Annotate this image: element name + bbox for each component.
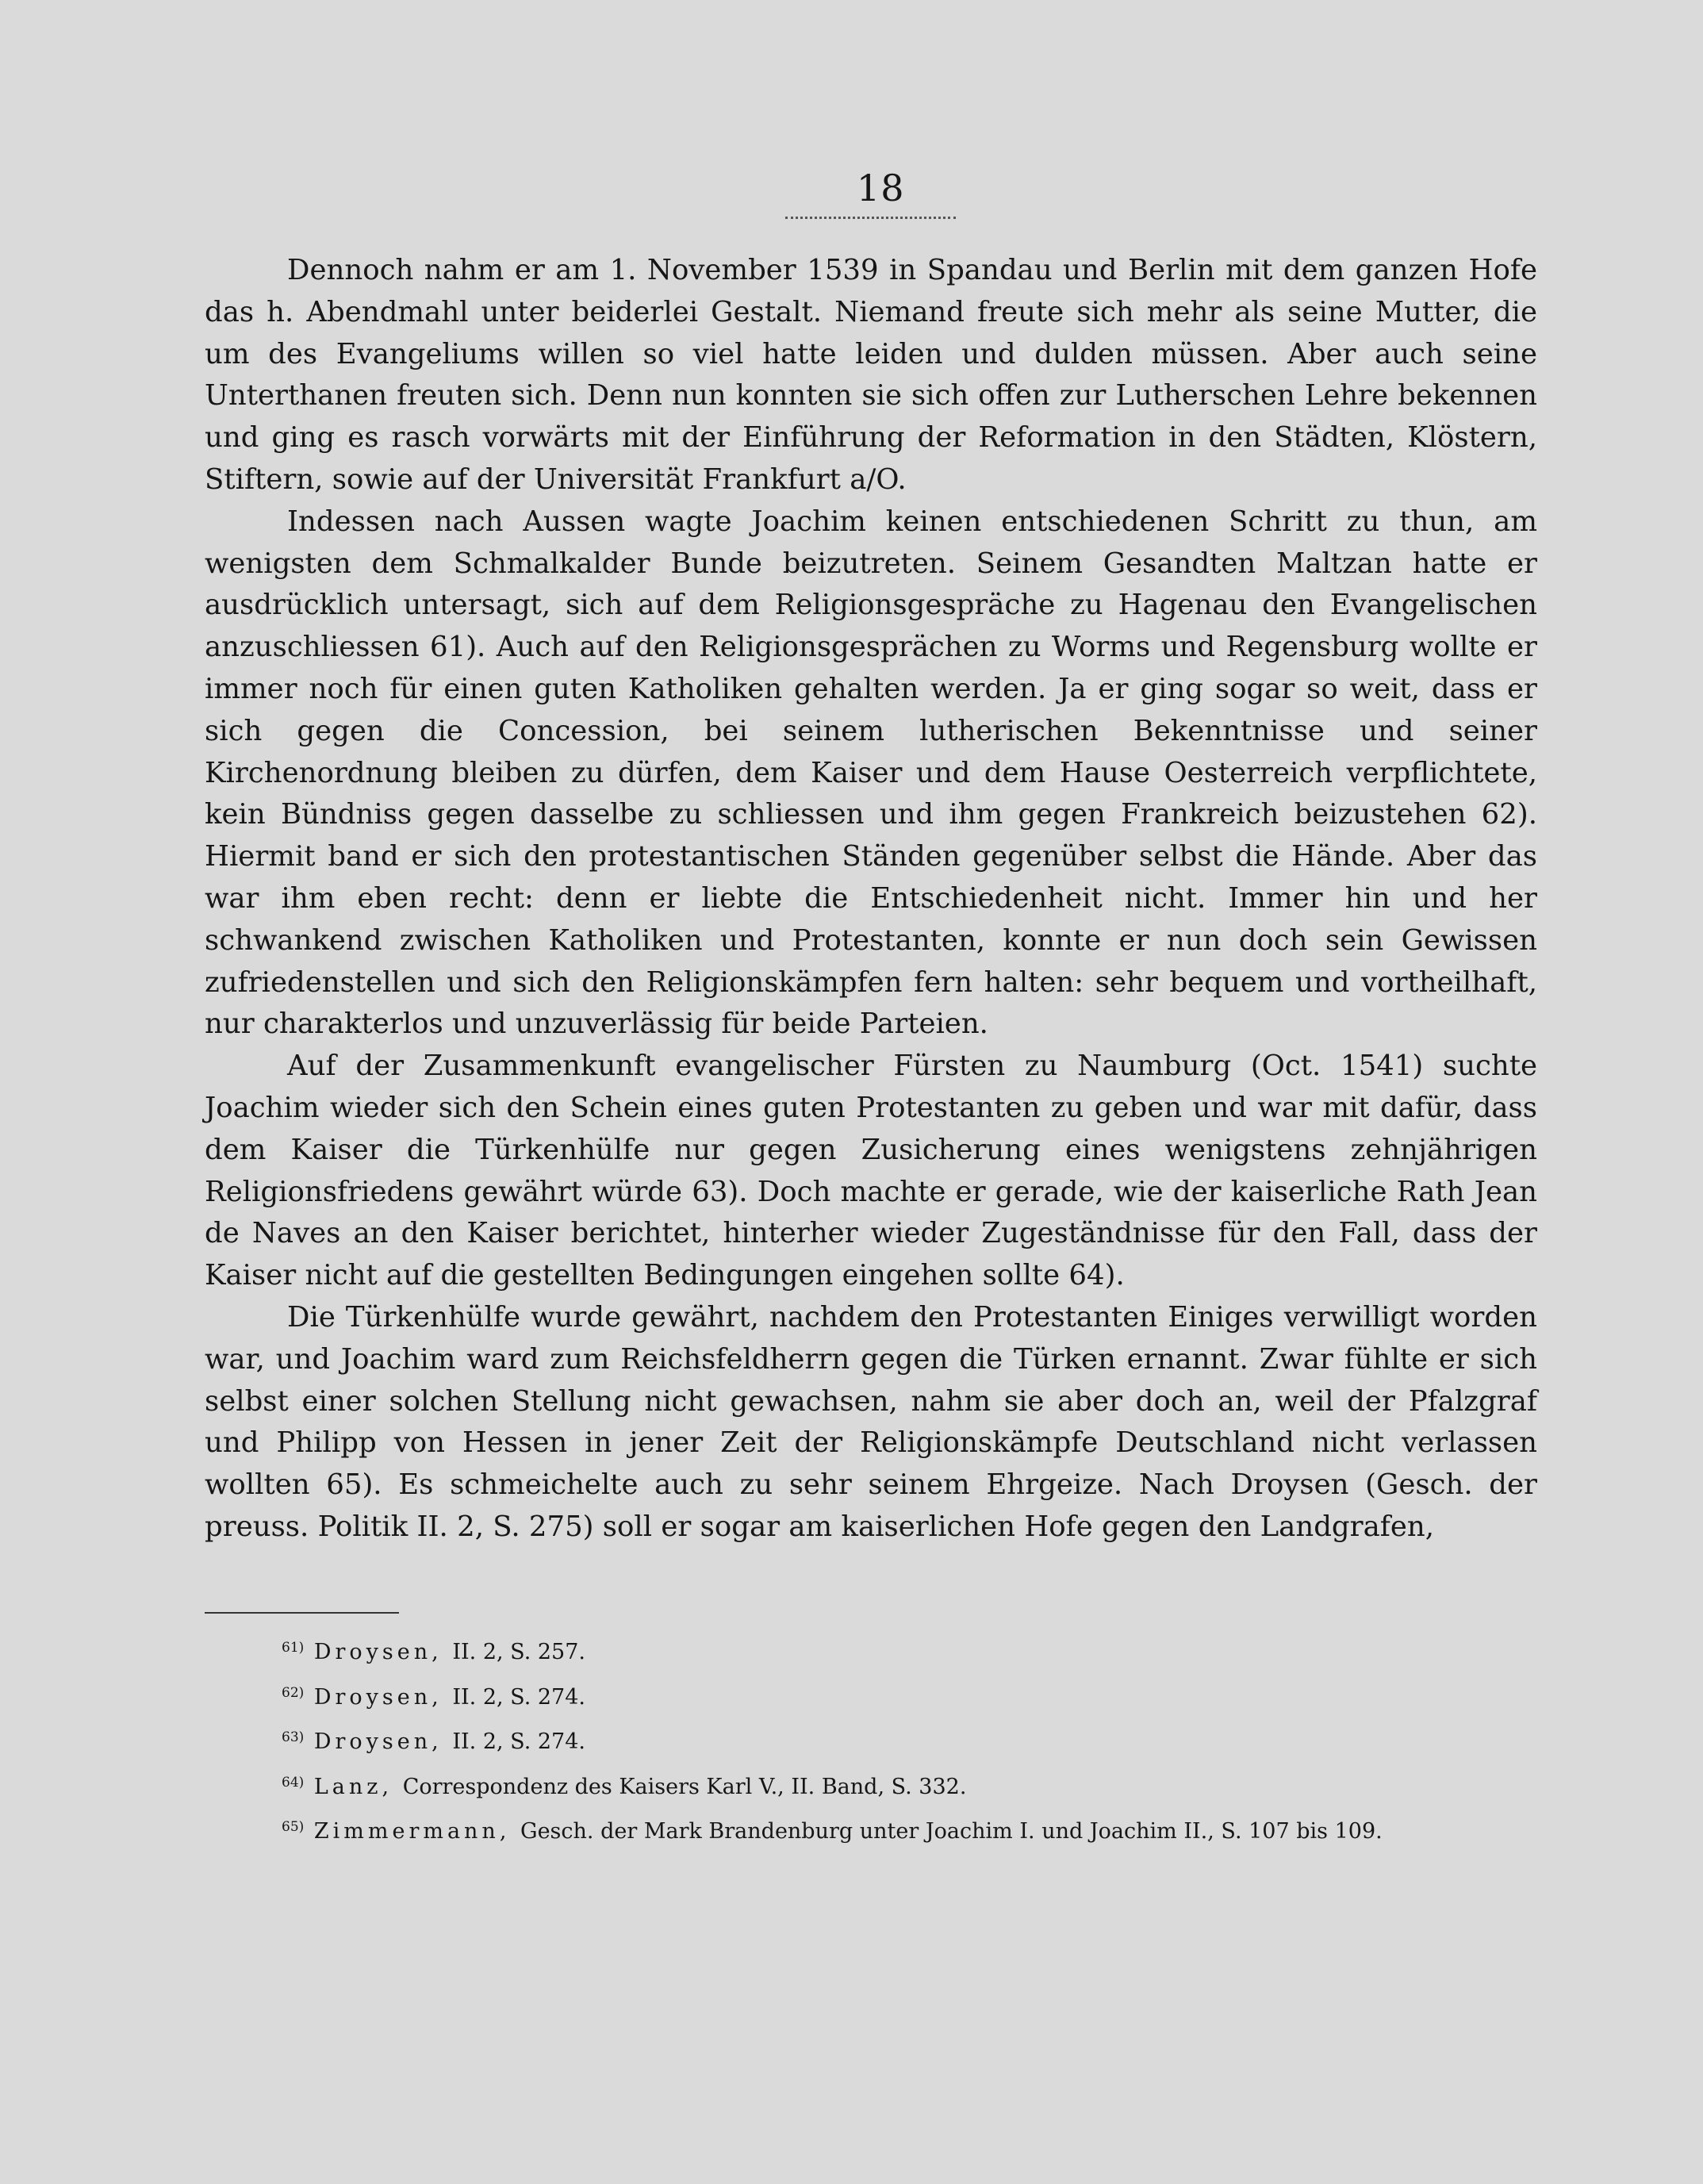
footnote-text: II. 2, S. 274. bbox=[452, 1684, 585, 1710]
paragraph-2: Indessen nach Aussen wagte Joachim keinen entschiedenen Schritt zu thun, am wenigsten dem Schmalkalder Bunde beizutreten. Seinem Gesandten Maltzan hatte er ausdrücklich untersagt, sich auf dem Religionsgespräche zu Hagenau den Evangelischen anzuschliessen 61). Auch auf den Religionsgesprächen zu Worms und Regensburg wollte er immer noch für einen guten Katholiken gehalten werden. Ja er ging sogar so weit, dass er sich gegen die Concession, bei seinem lutherischen Bekenntnisse und seiner Kirchenordnung bleiben zu dürfen, dem Kaiser und dem Hause Oesterreich verpflichtete, kein Bündniss gegen dasselbe zu schliessen und ihm gegen Frankreich beizustehen 62). Hiermit band er sich den protestantischen Ständen gegenüber selbst die Hände. Aber das war ihm eben recht: denn er liebte die Entschiedenheit nicht. Immer hin und her schwankend zwischen Katholiken und Protestanten, konnte er nun doch sein Gewissen zufriedenstellen und sich den Religionskämpfen fern halten: sehr bequem und vortheilhaft, nur charakterlos und unzuverlässig für beide Parteien. bbox=[205, 505, 1537, 1041]
footnotes bbox=[282, 1628, 1567, 1852]
footnote-mark: 61) bbox=[282, 1640, 305, 1656]
paragraph-1: Dennoch nahm er am 1. November 1539 in Spandau und Berlin mit dem ganzen Hofe das h. Abendmahl unter beiderlei Gestalt. Niemand freute sich mehr als seine Mutter, die um des Evangeliums willen so viel hatte leiden und dulden müssen. Aber auch seine Unterthanen freuten sich. Denn nun konnten sie sich offen zur Lutherschen Lehre bekennen und ging es rasch vorwärts mit der Einführung der Reformation in den Städten, Klöstern, Stiftern, sowie auf der Universität Frankfurt a/O. bbox=[205, 254, 1537, 496]
paragraph-4: Die Türkenhülfe wurde gewährt, nachdem den Protestanten Einiges verwilligt worden war, und Joachim ward zum Reichsfeldherrn gegen die Türken ernannt. Zwar fühlte er sich selbst einer solchen Stellung nicht gewachsen, nahm sie aber doch an, weil der Pfalzgraf und Philipp von Hessen in jener Zeit der Religionskämpfe Deutschland nicht verlassen wollten 65). Es schmeichelte auch zu sehr seinem Ehrgeize. Nach Droysen (Gesch. der preuss. Politik II. 2, S. 275) soll er sogar am kaiserlichen Hofe gegen den Landgrafen, bbox=[205, 1300, 1537, 1543]
footnote-author: Lanz, bbox=[313, 1774, 393, 1799]
footnote-author: Zimmermann, bbox=[313, 1819, 511, 1844]
footnote-text: II. 2, S. 257. bbox=[452, 1640, 585, 1664]
footnote-author: Droysen, bbox=[313, 1729, 443, 1754]
footnote-63 bbox=[282, 1718, 1567, 1763]
footnote-62 bbox=[282, 1673, 1567, 1718]
footnote-mark: 62) bbox=[282, 1684, 305, 1701]
footnote-text: Gesch. der Mark Brandenburg unter Joachim I. und Joachim II., S. 107 bis 109. bbox=[520, 1819, 1383, 1844]
page-number-rule bbox=[785, 217, 956, 219]
footnote-64 bbox=[282, 1763, 1567, 1808]
footnote-mark: 64) bbox=[282, 1774, 305, 1791]
footnote-text: Correspondenz des Kaisers Karl V., II. Band, S. 332. bbox=[402, 1774, 967, 1799]
footnote-mark: 63) bbox=[282, 1729, 305, 1745]
footnote-65 bbox=[282, 1807, 1567, 1852]
footnote-author: Droysen, bbox=[313, 1640, 443, 1664]
paragraph-3: Auf der Zusammenkunft evangelischer Fürsten zu Naumburg (Oct. 1541) suchte Joachim wieder sich den Schein eines guten Protestanten zu geben und war mit dafür, dass dem Kaiser die Türkenhülfe nur gegen Zusicherung eines wenigstens zehnjährigen Religionsfriedens gewährt würde 63). Doch machte er gerade, wie der kaiserliche Rath Jean de Naves an den Kaiser berichtet, hinterher wieder Zugeständnisse für den Fall, dass der Kaiser nicht auf die gestellten Bedingungen eingehen sollte 64). bbox=[205, 1050, 1537, 1292]
page-number: 18 bbox=[857, 167, 905, 209]
footnote-mark: 65) bbox=[282, 1819, 305, 1835]
footnote-text: II. 2, S. 274. bbox=[452, 1729, 585, 1754]
footnote-rule bbox=[205, 1612, 399, 1614]
footnote-author: Droysen, bbox=[313, 1684, 443, 1710]
footnote-61 bbox=[282, 1628, 1567, 1673]
body-text bbox=[205, 250, 1537, 1549]
